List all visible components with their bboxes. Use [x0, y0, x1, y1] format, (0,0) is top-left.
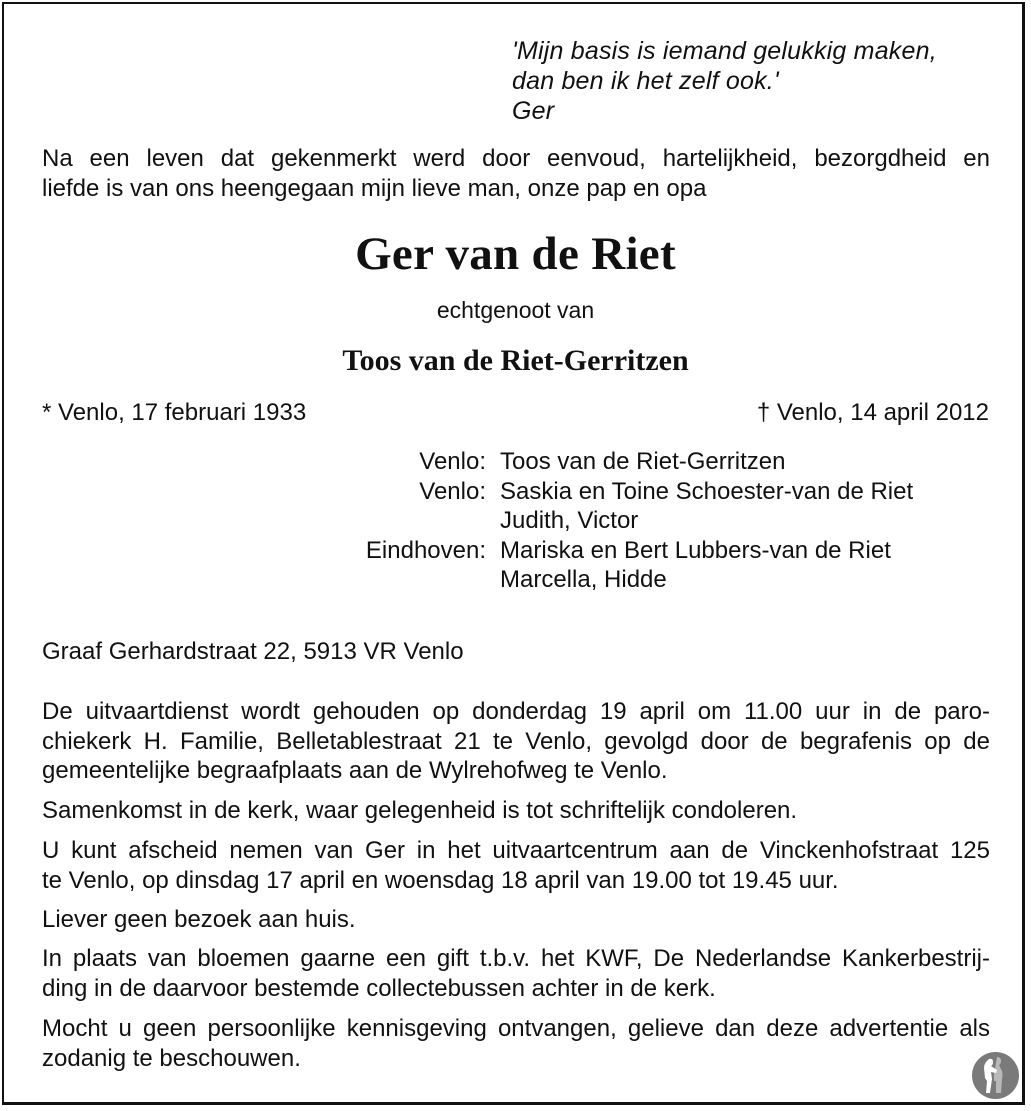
quote-attribution: Ger [512, 97, 555, 125]
family-place: Venlo: [419, 477, 486, 505]
paragraph-line: zodanig te beschouwen. [42, 1044, 301, 1072]
quote-line: 'Mijn basis is iemand gelukkig maken, [512, 37, 937, 65]
deceased-name: Ger van de Riet [355, 228, 676, 280]
paragraph-line: Mocht u geen persoonlijke kennisgeving ontvangen, gelieve dan deze advertentie als [42, 1015, 990, 1042]
death-date: † Venlo, 14 april 2012 [756, 399, 989, 426]
farewell-paragraph [42, 836, 990, 895]
paragraph-line: chiekerk H. Familie, Belletablestraat 21 te Venlo, gevolgd door de begrafenis op de [42, 727, 990, 755]
family-names: Toos van de Riet-Gerritzen [500, 448, 786, 475]
no-visits-paragraph [42, 905, 990, 935]
quote-line: dan ben ik het zelf ook.' [512, 67, 779, 95]
paragraph-line: Liever geen bezoek aan huis. [42, 906, 356, 933]
opening-quote [512, 36, 937, 126]
notification-paragraph [42, 1014, 990, 1073]
family-names: Mariska en Bert Lubbers-van de Riet [500, 536, 891, 564]
paragraph-line: ding in de daarvoor bestemde collectebussen achter in de kerk. [42, 974, 716, 1002]
family-names: Judith, Victor [500, 507, 639, 534]
family-row [340, 506, 913, 536]
family-row [340, 447, 913, 477]
family-place: Eindhoven: [365, 536, 486, 564]
family-row [340, 565, 913, 595]
gathering-paragraph [42, 796, 990, 826]
paragraph-line: Samenkomst in de kerk, waar gelegenheid is tot schriftelijk condoleren. [42, 797, 798, 824]
paragraph-line: gemeentelijke begraafplaats aan de Wylrehofweg te Venlo. [42, 757, 668, 784]
funeral-service-paragraph [42, 697, 990, 786]
paragraph-line: te Venlo, op dinsdag 17 april en woensdag 18 april van 19.00 tot 19.45 uur. [42, 866, 839, 894]
family-place: Venlo: [419, 448, 486, 475]
birth-date: * Venlo, 17 februari 1933 [42, 399, 307, 426]
paragraph-line: In plaats van bloemen gaarne een gift t.b.v. het KWF, De Nederlandse Kankerbestrij- [42, 945, 990, 972]
family-row [340, 536, 913, 566]
intro-line: liefde is van ons heengegaan mijn lieve man, onze pap en opa [42, 175, 707, 202]
paragraph-line: U kunt afscheid nemen van Ger in het uitvaartcentrum aan de Vinckenhofstraat 125 [42, 837, 990, 864]
spouse-label: echtgenoot van [436, 297, 595, 323]
family-place [340, 565, 500, 595]
donation-paragraph [42, 944, 990, 1003]
family-names: Marcella, Hidde [500, 566, 667, 593]
spouse-name: Toos van de Riet-Gerritzen [342, 344, 689, 377]
family-names: Saskia en Toine Schoester-van de Riet [500, 477, 914, 505]
intro-line: Na een leven dat gekenmerkt werd door eenvoud, hartelijkheid, bezorgdheid en [42, 145, 990, 172]
family-row [340, 477, 913, 507]
embracing-figures-logo-icon [971, 1051, 1020, 1100]
home-address: Graaf Gerhardstraat 22, 5913 VR Venlo [42, 638, 464, 665]
family-list [340, 447, 913, 595]
intro-paragraph [42, 144, 990, 204]
paragraph-line: De uitvaartdienst wordt gehouden op donderdag 19 april om 11.00 uur in de paro- [42, 698, 990, 725]
family-place [340, 506, 500, 536]
